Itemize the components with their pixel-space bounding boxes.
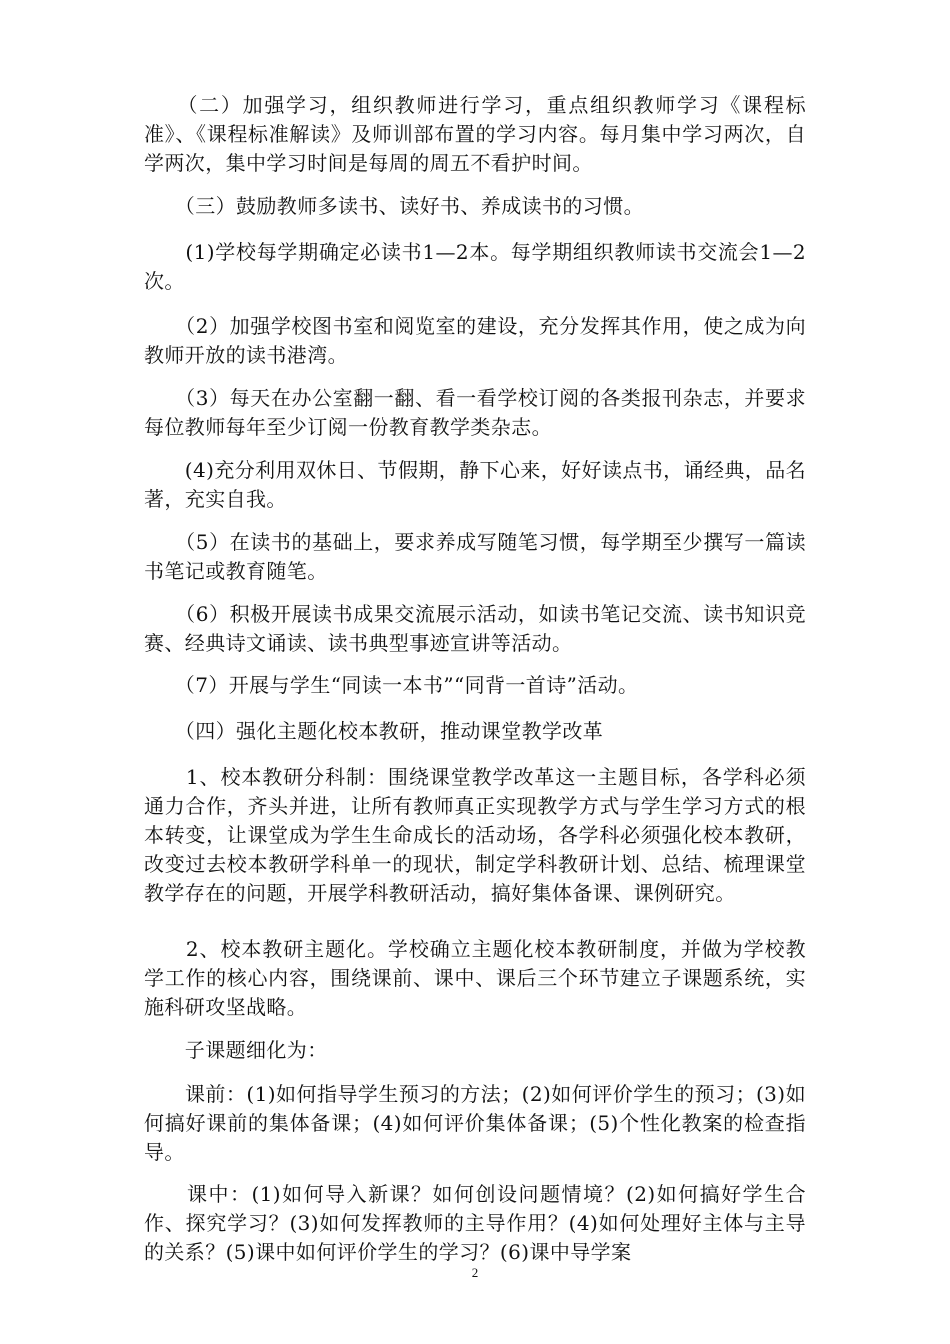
paragraph-thematic-research: 2、校本教研主题化。学校确立主题化校本教研制度，并做为学校教学工作的核心内容，围绕课前、课中、课后三个环节建立子课题系统，实施科研攻坚战略。 [144, 937, 806, 1019]
paragraph-section-four-heading: （四）强化主题化校本教研，推动课堂教学改革 [144, 719, 604, 743]
paragraph-subtopics-intro: 子课题细化为： [144, 1038, 328, 1062]
paragraph-subject-research: 1、校本教研分科制：围绕课堂教学改革这一主题目标，各学科必须通力合作，齐头并进，让所有教师真正实现教学方式与学生学习方式的根本转变，让课堂成为学生生命成长的活动场，各学科必须强化校本教研，改变过去校本教研学科单一的现状，制定学科教研计划、总结、梳理课堂教学存在的问题，开展学科教研活动，搞好集体备课、课例研究。 [144, 765, 806, 905]
paragraph-reading-item-7: （7）开展与学生“同读一本书”“同背一首诗”活动。 [144, 673, 639, 697]
page-number: 2 [471, 1265, 479, 1280]
paragraph-reading-item-2: （2）加强学校图书室和阅览室的建设，充分发挥其作用，使之成为向教师开放的读书港湾。 [144, 314, 806, 367]
paragraph-reading-item-4: (4)充分利用双休日、节假期，静下心来，好好读点书，诵经典，品名著，充实自我。 [144, 458, 806, 511]
paragraph-reading-item-5: （5）在读书的基础上，要求养成写随笔习惯，每学期至少撰写一篇读书笔记或教育随笔。 [144, 530, 806, 583]
paragraph-encourage-reading: （三）鼓励教师多读书、读好书、养成读书的习惯。 [144, 194, 644, 218]
paragraph-reading-item-6: （6）积极开展读书成果交流展示活动，如读书笔记交流、读书知识竞赛、经典诗文诵读、读书典型事迹宣讲等活动。 [144, 602, 806, 655]
paragraph-before-class: 课前：(1)如何指导学生预习的方法；(2)如何评价学生的预习；(3)如何搞好课前的集体备课；(4)如何评价集体备课；(5)个性化教案的检查指导。 [144, 1082, 806, 1164]
paragraph-strengthen-learning: （二）加强学习，组织教师进行学习，重点组织教师学习《课程标准》、《课程标准解读》及师训部布置的学习内容。每月集中学习两次，自学两次，集中学习时间是每周的周五不看护时间。 [144, 93, 806, 175]
paragraph-during-class: 课中：(1)如何导入新课？如何创设问题情境？(2)如何搞好学生合作、探究学习？(3)如何发挥教师的主导作用？(4)如何处理好主体与主导的关系？(5)课中如何评价学生的学习？(6)课中导学案 [144, 1182, 806, 1264]
paragraph-reading-item-1: (1)学校每学期确定必读书1—2本。每学期组织教师读书交流会1—2次。 [144, 240, 806, 293]
paragraph-reading-item-3: （3）每天在办公室翻一翻、看一看学校订阅的各类报刊杂志，并要求每位教师每年至少订阅一份教育教学类杂志。 [144, 386, 806, 439]
